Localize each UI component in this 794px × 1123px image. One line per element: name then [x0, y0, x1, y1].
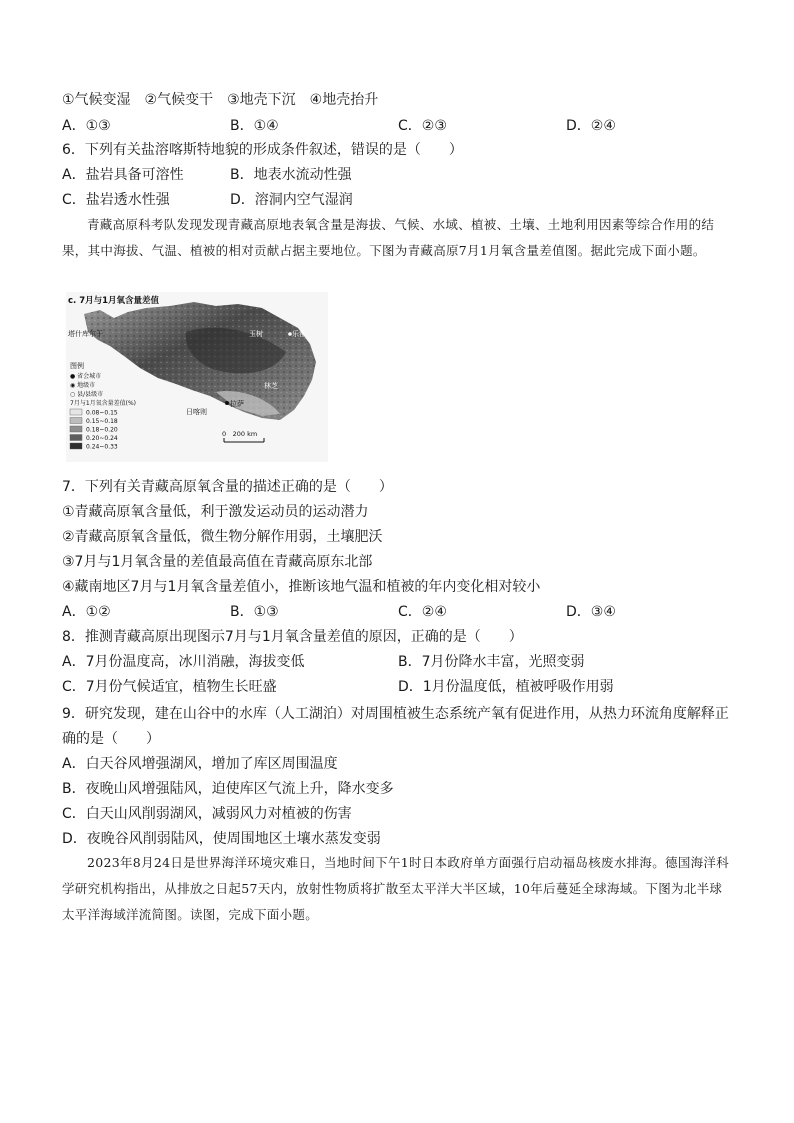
q5-choice-c[interactable]: C．②③ — [398, 118, 447, 134]
oxygen-difference-map — [66, 292, 328, 462]
q6-choice-d[interactable]: D．溶洞内空气湿润 — [230, 192, 353, 208]
lhasa-marker — [225, 401, 229, 405]
q8-choice-d[interactable]: D．1月份温度低，植被呼吸作用弱 — [398, 679, 614, 695]
q8-choice-c[interactable]: C．7月份气候适宜，植物生长旺盛 — [62, 679, 277, 695]
place-tashkurgan: 塔什库尔干 — [68, 330, 103, 338]
q9-stem-line2: 确的是（ ） — [62, 731, 160, 747]
map-scale-label: 0 200 km — [222, 430, 258, 438]
legend-swatch-3 — [70, 426, 82, 432]
q6-choice-c[interactable]: C．盐岩透水性强 — [62, 192, 170, 208]
place-nyingchi: 林芝 — [264, 382, 278, 390]
place-shigatse: 日喀则 — [186, 408, 207, 416]
legend-subtitle: 7月与1月氧含量差值(%) — [70, 400, 137, 407]
legend-capital: ● 省会城市 — [70, 373, 102, 380]
legend-range-5: 0.24~0.33 — [86, 443, 118, 451]
map-title: c. 7月与1月氧含量差值 — [68, 296, 160, 306]
q9-stem-line1: 9．研究发现，建在山谷中的水库（人工湖泊）对周围植被生态系统产氧有促进作用，从热力环流角度解释正 — [62, 706, 729, 722]
q5-choice-b[interactable]: B．①④ — [230, 118, 279, 134]
q7-choice-b[interactable]: B．①③ — [230, 604, 279, 620]
q9-choice-d[interactable]: D．夜晚谷风削弱陆风，使周围地区土壤水蒸发变弱 — [62, 831, 381, 847]
q7-choice-d[interactable]: D．③④ — [566, 604, 616, 620]
q7-item-1: ①青藏高原氧含量低，利于激发运动员的运动潜力 — [62, 504, 369, 520]
q8-choice-a[interactable]: A．7月份温度高，冰川消融，海拔变低 — [62, 654, 305, 670]
legend-swatch-1 — [70, 409, 82, 415]
place-lhasa: 拉萨 — [230, 400, 244, 408]
legend-range-2: 0.15~0.18 — [86, 418, 118, 425]
q9-choice-c[interactable]: C．白天山风削弱湖风，减弱风力对植被的伤害 — [62, 806, 352, 822]
passage-fukushima — [62, 850, 734, 928]
q8-stem: 8．推测青藏高原出现图示7月与1月氧含量差值的原因，正确的是（ ） — [62, 629, 523, 645]
legend-county: ○ 县/县级市 — [70, 391, 104, 398]
legend-range-4: 0.20~0.24 — [86, 435, 118, 442]
legend-range-1: 0.08~0.15 — [86, 409, 118, 417]
legend-range-3: 0.18~0.20 — [86, 426, 118, 434]
q7-stem: 7．下列有关青藏高原氧含量的描述正确的是（ ） — [62, 479, 393, 495]
legend-title: 图例 — [70, 362, 84, 370]
q7-item-3: ③7月与1月氧含量的差值最高值在青藏高原东北部 — [62, 554, 373, 570]
ledu-marker — [288, 332, 292, 336]
q9-choice-b[interactable]: B．夜晚山风增强陆风，迫使库区气流上升，降水变多 — [62, 781, 394, 797]
legend-swatch-2 — [70, 418, 82, 424]
passage-qinghai-tibet-text: 青藏高原科考队发现发现青藏高原地表氧含量是海拔、气候、水域、植被、土壤、土地利用因素等综合作用的结果，其中海拔、气温、植被的相对贡献占据主要地位。下图为青藏高原7月1月氧含量差值图。据此完成下面小题。 — [62, 217, 715, 258]
q5-option-statements: ①气候变湿 ②气候变干 ③地壳下沉 ④地壳抬升 — [62, 92, 379, 108]
map-svg — [66, 292, 328, 462]
legend-swatch-5 — [70, 443, 82, 449]
passage-qinghai-tibet — [62, 212, 734, 264]
legend-swatch-4 — [70, 435, 82, 441]
q6-choice-b[interactable]: B．地表水流动性强 — [230, 167, 352, 183]
q7-choice-a[interactable]: A．①② — [62, 604, 111, 620]
q6-choice-a[interactable]: A．盐岩具备可溶性 — [62, 167, 184, 183]
q7-item-2: ②青藏高原氧含量低，微生物分解作用弱，土壤肥沃 — [62, 529, 383, 545]
q5-choice-d[interactable]: D．②④ — [566, 118, 616, 134]
passage-fukushima-text: 2023年8月24日是世界海洋环境灾难日，当地时间下午1时日本政府单方面强行启动福岛核废水排海。德国海洋科学研究机构指出，从排放之日起57天内，放射性物质将扩散至太平洋大半区域，10年后蔓延全球海域。下图为北半球太平洋海域洋流简图。读图，完成下面小题。 — [62, 855, 730, 922]
q7-item-4: ④藏南地区7月与1月氧含量差值小，推断该地气温和植被的年内变化相对较小 — [62, 579, 541, 595]
q8-choice-b[interactable]: B．7月份降水丰富，光照变弱 — [398, 654, 585, 670]
place-ledu: 乐都 — [292, 330, 306, 338]
place-yushu: 玉树 — [249, 330, 263, 338]
legend-prefecture: ◉ 地级市 — [70, 382, 96, 389]
q7-choice-c[interactable]: C．②④ — [398, 604, 447, 620]
q9-choice-a[interactable]: A．白天谷风增强湖风，增加了库区周围温度 — [62, 756, 338, 772]
q6-stem: 6．下列有关盐溶喀斯特地貌的形成条件叙述，错误的是（ ） — [62, 142, 463, 158]
q5-choice-a[interactable]: A．①③ — [62, 118, 111, 134]
